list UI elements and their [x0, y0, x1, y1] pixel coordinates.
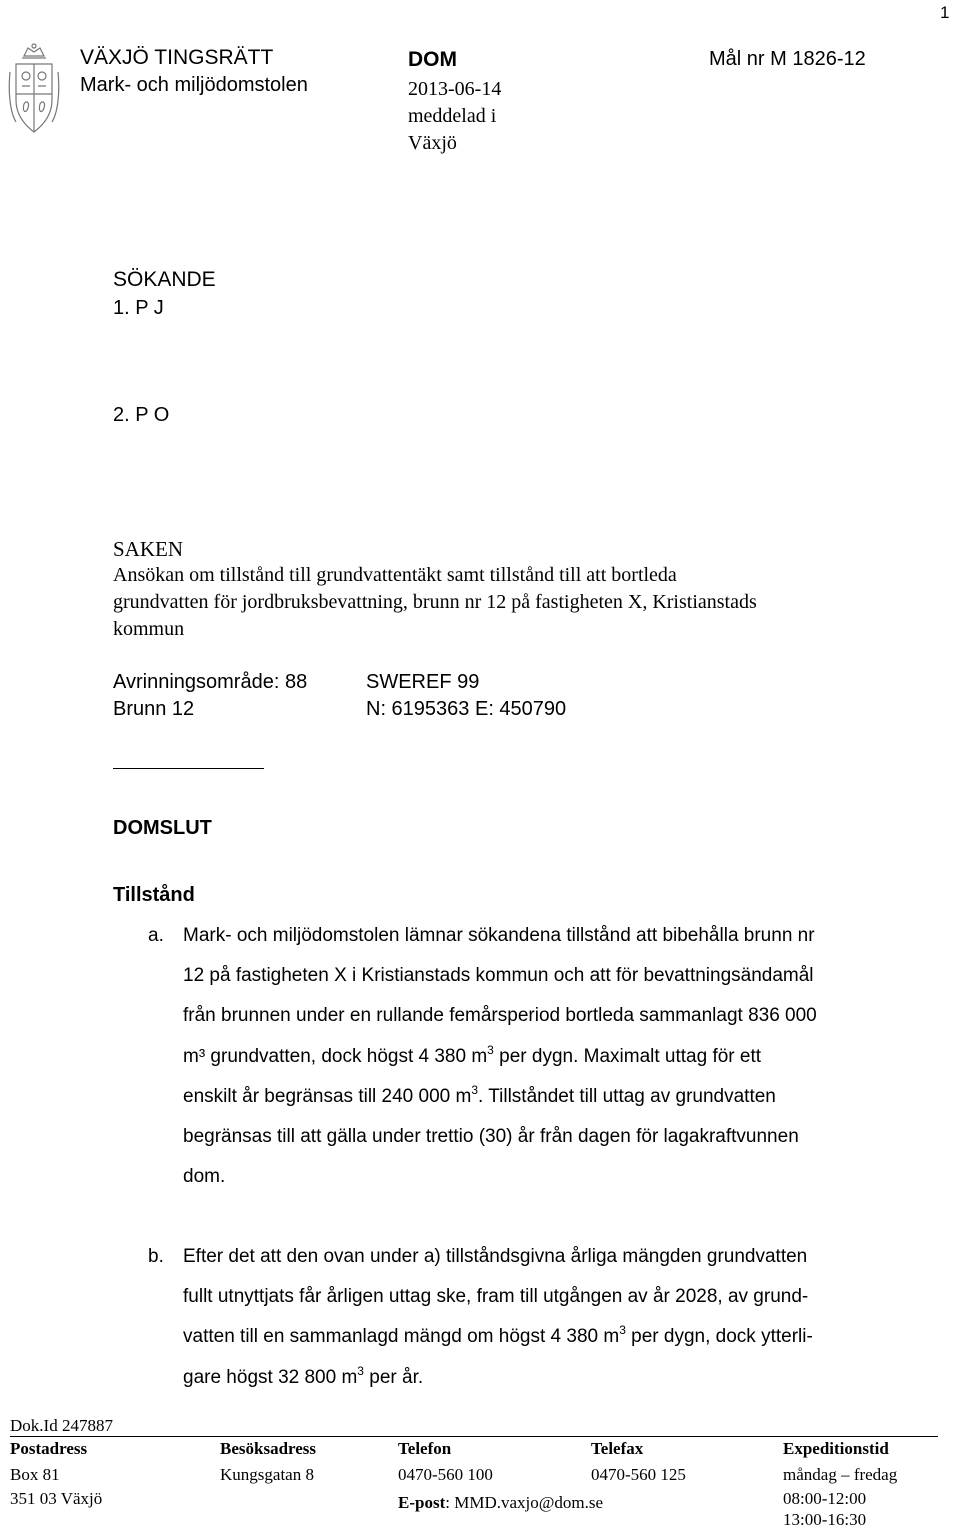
- applicants-heading: SÖKANDE: [113, 268, 216, 291]
- issued-place: Växjö: [408, 132, 457, 154]
- coat-of-arms-logo: [6, 42, 62, 136]
- page-number: 1: [940, 3, 950, 22]
- verdict-subheading: Tillstånd: [113, 884, 195, 906]
- court-division: Mark- och miljödomstolen: [80, 74, 308, 96]
- document-type: DOM: [408, 48, 457, 71]
- hours-days: måndag – fredag: [783, 1465, 898, 1484]
- phone-number: 0470-560 100: [398, 1465, 493, 1484]
- item-a-text: Mark- och miljödomstolen lämnar sökandena tillstånd att bibehålla brunn nr 12 på fastigheten X i Kristianstads kommun och att för bevattningsändamål från brunnen under en rullande femårsperiod bortleda sammanlagt 836 000 m³ grundvatten, dock högst 4 380 $m^3$ per dygn. Maximalt uttag för ett enskilt år begränsas till 240 000 $m^3$. Tillståndet till uttag av grundvatten begränsas till att gälla under trettio (30) år från dagen för lagakraftvunnen dom.: [183, 925, 817, 1188]
- drainage-area: Avrinningsområde: 88: [113, 671, 308, 693]
- document-date: 2013-06-14: [408, 78, 502, 100]
- footer-rule: [10, 1436, 938, 1437]
- coordinates: N: 6195363 E: 450790: [366, 698, 567, 720]
- footer-header-hours: Expeditionstid: [783, 1439, 889, 1458]
- applicant-1: 1. P J: [113, 297, 164, 319]
- hours-afternoon: 13:00-16:30: [783, 1510, 867, 1529]
- matter-line: Ansökan om tillstånd till grundvattentäkt samt tillstånd till att bortleda: [113, 564, 677, 586]
- item-b-text: Efter det att den ovan under a) tillståndsgivna årliga mängden grundvatten fullt utnyttjats får årligen uttag ske, fram till utgången av år 2028, av grund- vatten till en sammanlagd mängd om högst 4 380 $m^3$ per dygn, dock ytterli- gare högst 32 800 $m^3$ per år.: [183, 1246, 813, 1388]
- footer-header-visit: Besöksadress: [220, 1439, 317, 1458]
- case-number: Mål nr M 1826-12: [709, 48, 866, 70]
- coordinate-system: SWEREF 99: [366, 671, 480, 693]
- footer-header-phone: Telefon: [398, 1439, 452, 1458]
- postal-box: Box 81: [10, 1465, 60, 1484]
- item-b-marker: b.: [148, 1246, 164, 1267]
- separator-line: [113, 768, 264, 769]
- footer-header-postal: Postadress: [10, 1439, 88, 1458]
- hours-morning: 08:00-12:00: [783, 1489, 867, 1508]
- matter-line: grundvatten för jordbruksbevattning, brunn nr 12 på fastigheten X, Kristianstads: [113, 591, 757, 613]
- fax-number: 0470-560 125: [591, 1465, 686, 1484]
- footer-header-fax: Telefax: [591, 1439, 644, 1458]
- email-address[interactable]: E-post: MMD.vaxjo@dom.se: [398, 1493, 604, 1512]
- verdict-heading: DOMSLUT: [113, 817, 212, 839]
- applicant-2: 2. P O: [113, 404, 170, 426]
- postal-city: 351 03 Växjö: [10, 1489, 103, 1508]
- visit-address: Kungsgatan 8: [220, 1465, 314, 1484]
- document-id: Dok.Id 247887: [10, 1416, 113, 1435]
- matter-heading: SAKEN: [113, 537, 184, 561]
- matter-line: kommun: [113, 618, 185, 640]
- well-number: Brunn 12: [113, 698, 195, 720]
- item-a-marker: a.: [148, 925, 164, 946]
- court-name: VÄXJÖ TINGSRÄTT: [80, 46, 274, 69]
- issued-label: meddelad i: [408, 105, 497, 127]
